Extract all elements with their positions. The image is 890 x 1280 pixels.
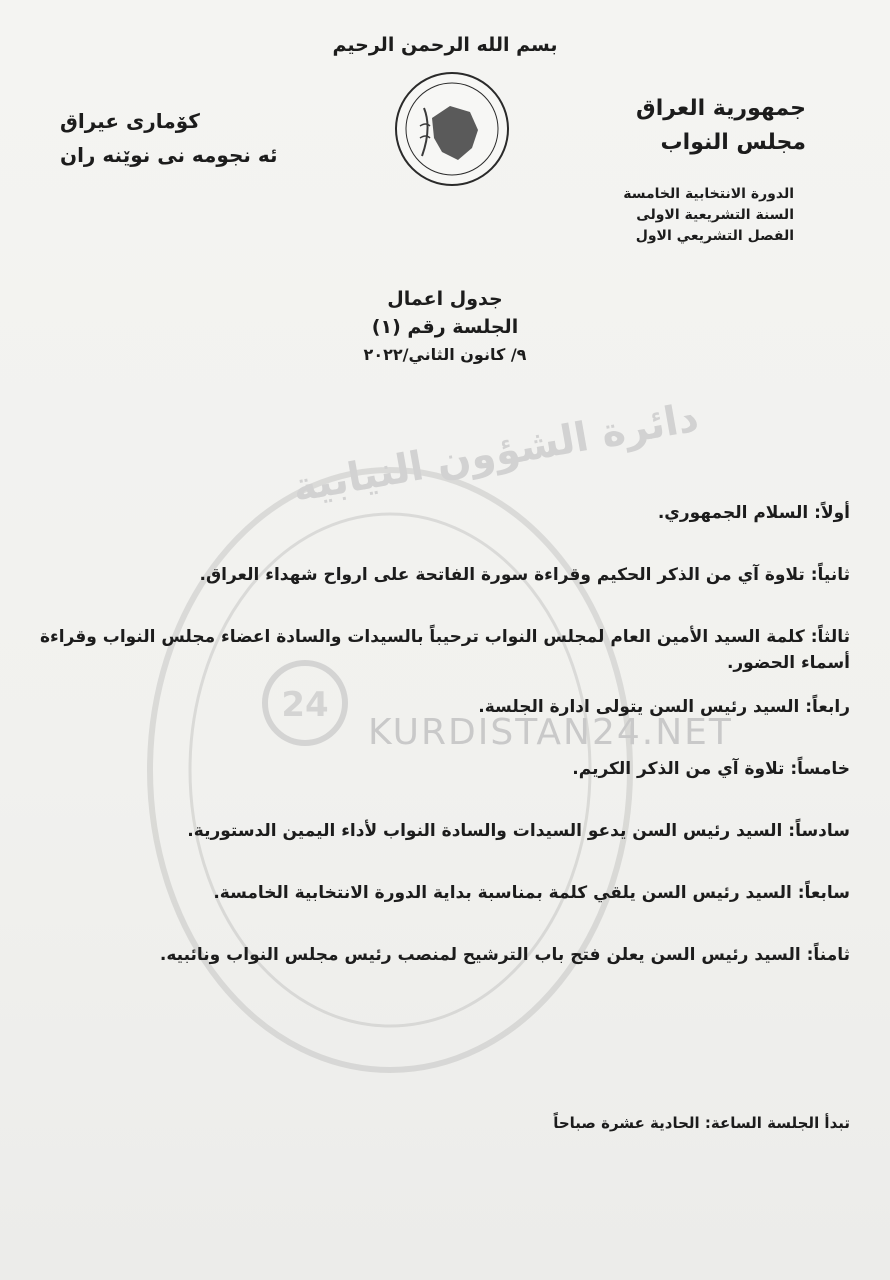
- agenda-item: سادساً: السيد رئيس السن يدعو السيدات والسادة النواب لأداء اليمين الدستورية.: [187, 821, 850, 841]
- agenda-item: رابعاً: السيد رئيس السن يتولى ادارة الجلسة.: [478, 697, 850, 717]
- svg-text:24: 24: [281, 685, 329, 725]
- session-date: ٩/ كانون الثاني/٢٠٢٢: [363, 345, 527, 364]
- session-number: الجلسة رقم (١): [371, 316, 519, 338]
- kurdistan24-watermark: KURDISTAN24.NET: [368, 712, 733, 753]
- agenda-item: ثالثاً: كلمة السيد الأمين العام لمجلس النواب ترحيباً بالسيدات والسادة اعضاء مجلس النواب وقراءة أسماء الحضور.: [39, 627, 850, 673]
- header-arabic: [636, 92, 806, 160]
- council-name-kurdish: ئه نجومه نى نوێنه ران: [60, 143, 278, 167]
- agenda-item: ثامناً: السيد رئيس السن يعلن فتح باب الترشيح لمنصب رئيس مجلس النواب ونائبيه.: [159, 945, 850, 965]
- agenda-item: خامساً: تلاوة آي من الذكر الكريم.: [572, 759, 850, 779]
- legislative-year: السنة التشريعية الاولى: [636, 207, 794, 223]
- agenda-item: أولاً: السلام الجمهوري.: [657, 503, 850, 523]
- council-name: مجلس النواب: [660, 130, 806, 155]
- agenda-heading: [0, 285, 890, 369]
- electoral-term: الدورة الانتخابية الخامسة: [623, 186, 794, 202]
- term-info: [623, 184, 794, 247]
- stamp-text: دائرة الشؤون النيابية: [289, 394, 703, 512]
- agenda-title: جدول اعمال: [387, 288, 503, 310]
- parliament-logo: [392, 68, 512, 190]
- session-start-time: تبدأ الجلسة الساعة: الحادية عشرة صباحاً: [553, 1114, 850, 1132]
- republic-name: جمهورية العراق: [636, 96, 806, 121]
- header-kurdish: [60, 104, 278, 172]
- agenda-item: ثانياً: تلاوة آي من الذكر الحكيم وقراءة سورة الفاتحة على ارواح شهداء العراق.: [199, 565, 850, 585]
- bismillah: بسم الله الرحمن الرحيم: [332, 34, 558, 56]
- kurdistan24-logo-icon: [262, 660, 348, 746]
- legislative-session: الفصل التشريعي الاول: [635, 228, 794, 244]
- agenda-item: سابعاً: السيد رئيس السن يلقي كلمة بمناسبة بداية الدورة الانتخابية الخامسة.: [213, 883, 850, 903]
- republic-name-kurdish: كۆمارى عيراق: [60, 109, 200, 133]
